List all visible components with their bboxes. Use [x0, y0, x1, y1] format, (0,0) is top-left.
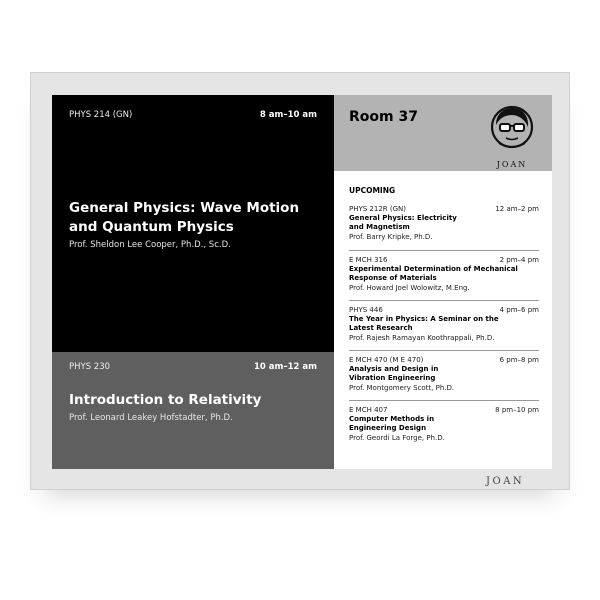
current-event-title: General Physics: Wave Motion and Quantum Physics [69, 200, 300, 235]
upcoming-professor: Prof. Geordi La Forge, Ph.D. [349, 434, 445, 442]
upcoming-code: E MCH 316 [349, 256, 388, 264]
upcoming-title: Computer Methods in Engineering Design [349, 415, 435, 432]
upcoming-time: 8 pm–10 pm [495, 406, 539, 414]
list-item [349, 406, 539, 442]
list-item [349, 205, 539, 241]
divider [349, 300, 539, 301]
joan-logo [486, 103, 538, 169]
list-item [349, 256, 539, 292]
next-event-title: Introduction to Relativity [69, 392, 262, 408]
device-brand-logo: JOAN [486, 476, 525, 487]
upcoming-code: PHYS 212R (GN) [349, 205, 407, 213]
room-panel [334, 95, 552, 469]
next-event-professor: Prof. Leonard Leakey Hofstadter, Ph.D. [69, 413, 233, 423]
upcoming-professor: Prof. Howard Joel Wolowitz, M.Eng. [349, 284, 470, 292]
upcoming-code: E MCH 407 [349, 406, 388, 414]
current-event-code: PHYS 214 (GN) [69, 110, 133, 120]
upcoming-professor: Prof. Rajesh Ramayan Koothrappali, Ph.D. [349, 334, 495, 342]
next-event-time: 10 am–12 am [253, 362, 317, 372]
divider [349, 350, 539, 351]
upcoming-title: The Year in Physics: A Seminar on the Latest Research [349, 315, 499, 332]
display-screen [52, 95, 552, 469]
upcoming-code: PHYS 446 [349, 306, 383, 314]
room-header [334, 95, 552, 171]
list-item [349, 356, 539, 392]
divider [349, 250, 539, 251]
upcoming-title: Analysis and Design in Vibration Engineering [349, 365, 439, 382]
upcoming-title: Experimental Determination of Mechanical Response of Materials [349, 265, 518, 282]
face-logo-icon [486, 103, 538, 155]
upcoming-time: 2 pm–4 pm [499, 256, 539, 264]
schedule-panel [52, 95, 334, 469]
logo-wordmark: JOAN [496, 160, 528, 169]
upcoming-time: 6 pm–8 pm [499, 356, 539, 364]
next-event [52, 352, 334, 469]
upcoming-professor: Prof. Montgomery Scott, Ph.D. [349, 384, 455, 392]
upcoming-label: UPCOMING [349, 186, 396, 195]
list-item [349, 306, 539, 342]
divider [349, 400, 539, 401]
upcoming-title: General Physics: Electricity and Magnetism [349, 214, 457, 231]
upcoming-time: 4 pm–6 pm [499, 306, 539, 314]
current-event [52, 95, 334, 352]
current-event-time: 8 am–10 am [259, 110, 317, 120]
next-event-code: PHYS 230 [69, 362, 111, 372]
upcoming-time: 12 am–2 pm [495, 205, 539, 213]
current-event-professor: Prof. Sheldon Lee Cooper, Ph.D., Sc.D. [69, 240, 231, 250]
room-title: Room 37 [349, 109, 418, 125]
upcoming-professor: Prof. Barry Kripke, Ph.D. [349, 233, 433, 241]
upcoming-code: E MCH 470 (M E 470) [349, 356, 424, 364]
